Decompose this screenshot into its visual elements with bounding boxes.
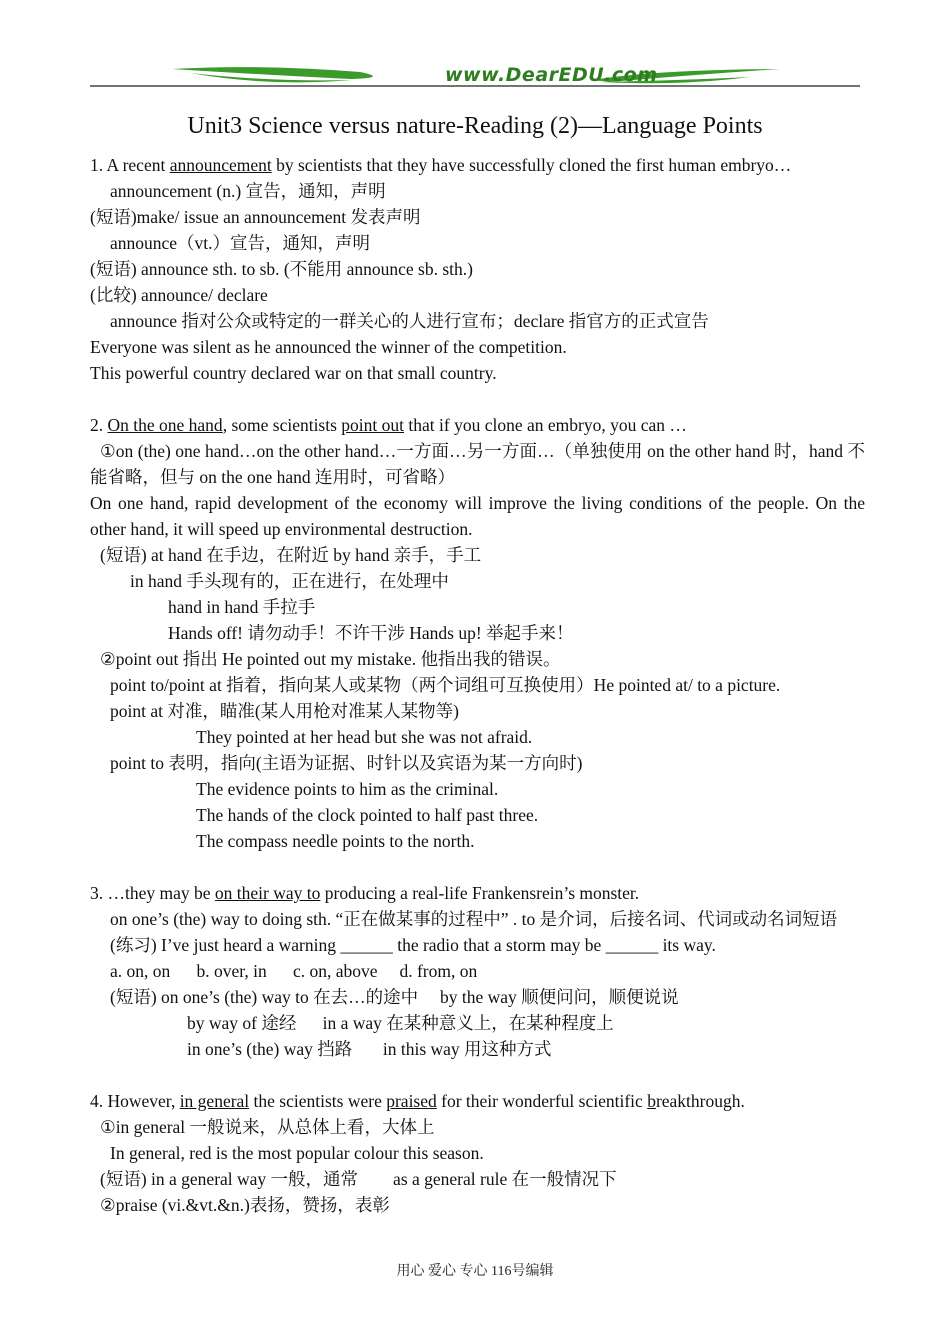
s2-example: On one hand, rapid development of the economy will improve the living conditions of the people. On the other hand, it will speed up environmental destruction. [90, 493, 865, 539]
s3-line: in one’s (the) way 挡路 in this way 用这种方式 [187, 1039, 552, 1059]
text-run: 3. …they may be [90, 883, 215, 903]
s2-line: ①on (the) one hand…on the other hand…一方面…另一方面…（单独使用 on the other hand 时，hand 不能省略，但与 on the one hand 连用时，可省略） [90, 441, 865, 487]
text-run: that if you clone an embryo, you can … [404, 415, 687, 435]
s1-example: This powerful country declared war on that small country. [90, 363, 497, 383]
s3-heading [90, 880, 865, 906]
underlined-keyword: b [647, 1091, 656, 1111]
page-header [90, 60, 860, 90]
s3-line: by way of 途经 in a way 在某种意义上，在某种程度上 [187, 1013, 614, 1033]
s2-line: point at 对准，瞄准(某人用枪对准某人某物等) [110, 701, 460, 721]
s1-line: announce（vt.）宣告，通知，声明 [110, 233, 371, 253]
underlined-keyword: On the one hand [107, 415, 223, 435]
s4-example: In general, red is the most popular colour this season. [110, 1143, 484, 1163]
s1-heading [90, 152, 865, 178]
s4-line: (短语) in a general way 一般，通常 as a general rule 在一般情况下 [100, 1169, 617, 1189]
s2-line: point to/point at 指着，指向某人或某物（两个词组可互换使用）He pointed at/ to a picture. [110, 675, 781, 695]
underlined-keyword: announcement [169, 155, 272, 175]
s2-line: Hands off! 请勿动手！不许干涉 Hands up! 举起手来！ [168, 623, 574, 643]
s1-example: Everyone was silent as he announced the winner of the competition. [90, 337, 567, 357]
underlined-keyword: in general [179, 1091, 250, 1111]
s1-line: announcement (n.) 宣告，通知，声明 [110, 181, 386, 201]
page-footer: 用心 爱心 专心 116号编辑 [396, 1264, 554, 1279]
s4-heading [90, 1088, 865, 1114]
underlined-keyword: on their way to [214, 883, 321, 903]
text-run: , some scientists [222, 415, 342, 435]
s1-line: (短语) announce sth. to sb. (不能用 announce sb. sth.) [90, 259, 473, 279]
page-title: Unit3 Science versus nature-Reading (2)—Language Points [187, 113, 763, 139]
s1-line: announce 指对公众或特定的一群关心的人进行宣布；declare 指官方的正式宣告 [110, 311, 709, 331]
text-run: 1. A recent [90, 155, 170, 175]
text-run: reakthrough. [655, 1091, 745, 1111]
spacer [90, 1062, 865, 1088]
s3-line: (短语) on one’s (the) way to 在去…的途中 by the way 顺便问问，顺便说说 [110, 987, 679, 1007]
spacer [90, 386, 865, 412]
text-run: producing a real-life Frankensrein’s monster. [320, 883, 640, 903]
document-body [90, 152, 865, 1218]
s3-options: a. on, on b. over, in c. on, above d. from, on [110, 961, 478, 981]
s2-heading [90, 412, 865, 438]
s1-line: (比较) announce/ declare [90, 285, 268, 305]
s2-example: They pointed at her head but she was not afraid. [196, 727, 533, 747]
s4-line: ①in general 一般说来，从总体上看，大体上 [100, 1117, 435, 1137]
s3-exercise: (练习) I’ve just heard a warning ______ the radio that a storm may be ______ its way. [110, 935, 716, 955]
s2-line: (短语) at hand 在手边，在附近 by hand 亲手，手工 [100, 545, 482, 565]
text-run: for their wonderful scientific [436, 1091, 648, 1111]
s4-line: ②praise (vi.&vt.&n.)表扬，赞扬，表彰 [100, 1195, 390, 1215]
s1-line: (短语)make/ issue an announcement 发表声明 [90, 207, 421, 227]
text-run: 2. [90, 415, 108, 435]
underlined-keyword: point out [341, 415, 405, 435]
s2-example: The hands of the clock pointed to half past three. [196, 805, 539, 825]
s2-example: The evidence points to him as the criminal. [196, 779, 499, 799]
s2-example: The compass needle points to the north. [196, 831, 475, 851]
text-run: the scientists were [249, 1091, 387, 1111]
site-logo-text: www.DearEDU.com [445, 64, 658, 86]
spacer [90, 854, 865, 880]
s3-line: on one’s (the) way to doing sth. “正在做某事的过程中” . to 是介词，后接名词、代词或动名词短语 [110, 909, 838, 929]
underlined-keyword: praised [386, 1091, 437, 1111]
s2-line: hand in hand 手拉手 [168, 597, 316, 617]
s2-line: point to 表明，指向(主语为证据、时针以及宾语为某一方向时) [110, 753, 583, 773]
s2-line: ②point out 指出 He pointed out my mistake. 他指出我的错误。 [100, 649, 561, 669]
swoosh-decoration [172, 67, 373, 79]
s2-line: in hand 手头现有的，正在进行，在处理中 [130, 571, 449, 591]
text-run: 4. However, [90, 1091, 180, 1111]
text-run: by scientists that they have successfully cloned the first human embryo… [271, 155, 792, 175]
